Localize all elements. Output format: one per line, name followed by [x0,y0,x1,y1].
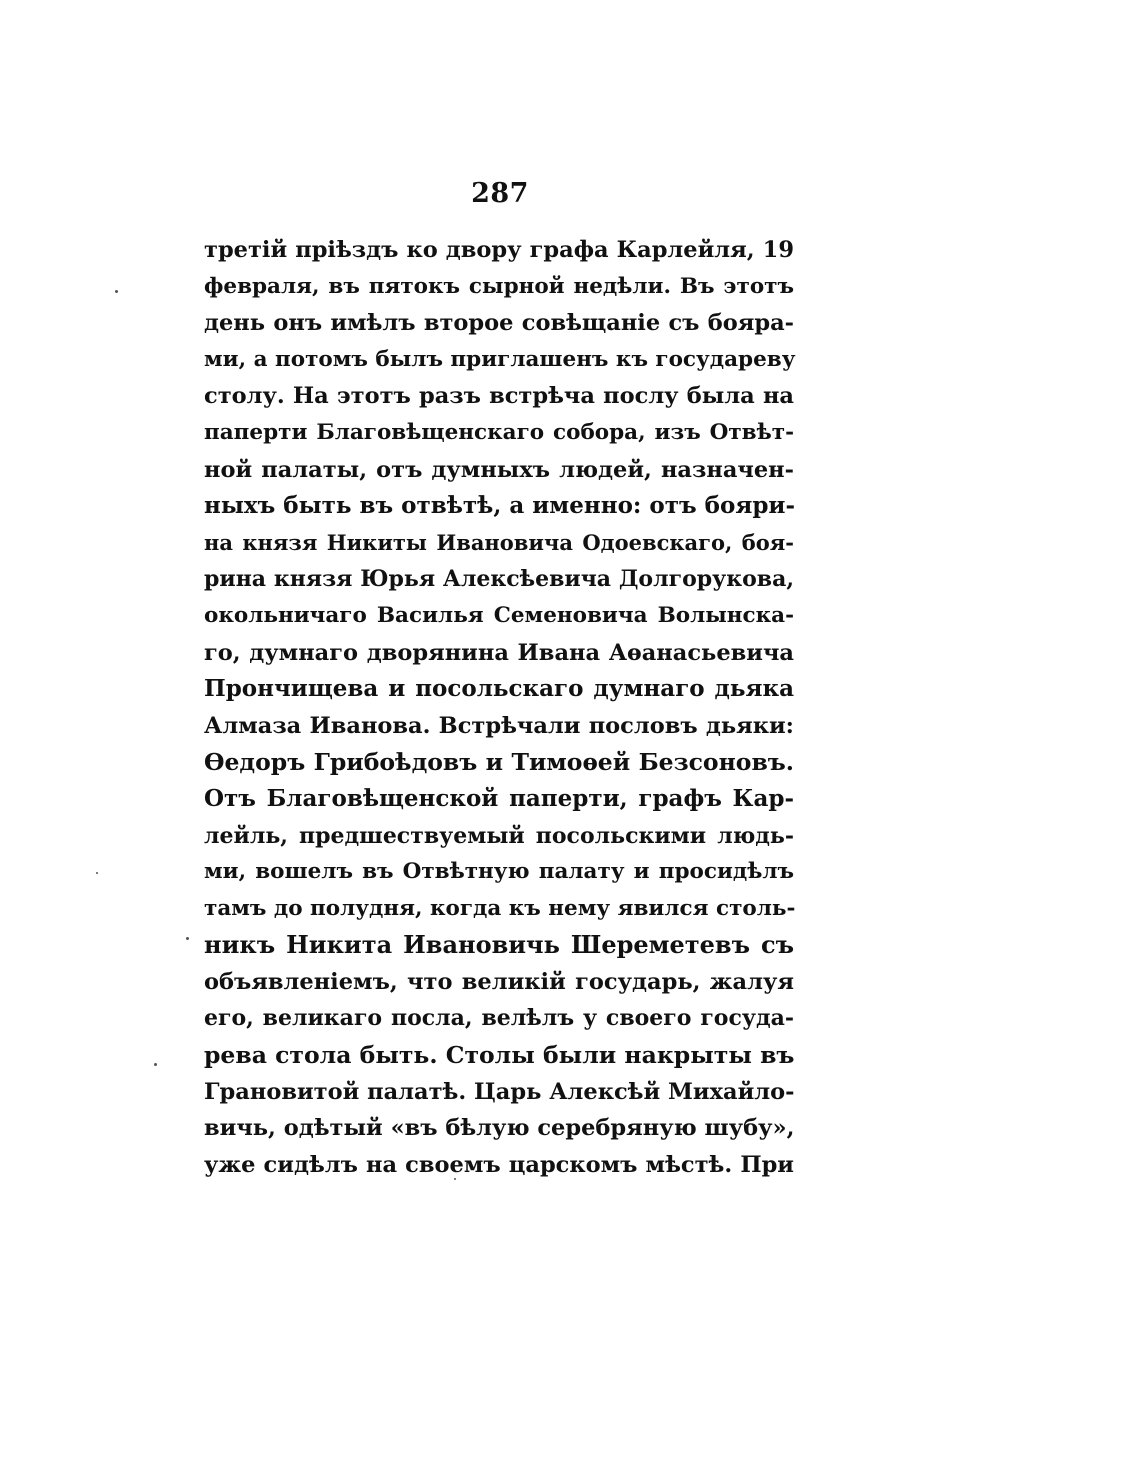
text-line: тамъ до полудня, когда къ нему явился столь- [204,895,796,921]
body-text [204,232,794,1183]
text-line: Прончищева и посольскаго думнаго дьяка [204,675,794,703]
text-line: день онъ имѣлъ второе совѣщаніе съ бояра- [204,310,794,337]
scan-speck [186,937,189,940]
text-line: го, думнаго дворянина Ивана Аѳанасьевича [204,639,794,666]
page-number: 287 [471,178,529,209]
text-line: ми, а потомъ былъ приглашенъ къ государеву [204,346,796,372]
scan-speck [454,1178,456,1180]
text-line: объявленіемъ, что великій государь, жалуя [204,968,794,995]
scan-speck [96,872,98,874]
text-line: на князя Никиты Ивановича Одоевскаго, боя- [204,529,794,555]
text-line: ми, вошелъ въ Отвѣтную палату и просидѣлъ [204,859,794,885]
text-line: Ѳедоръ Грибоѣдовъ и Тимоѳей Безсоновъ. [204,748,794,777]
text-line: столу. На этотъ разъ встрѣча послу была на [204,383,794,410]
text-line: Алмаза Иванова. Встрѣчали пословъ дьяки: [204,712,794,739]
text-line: Грановитой палатѣ. Царь Алексѣй Михайло- [204,1078,795,1105]
text-line: окольничаго Василья Семеновича Волынска- [204,602,794,628]
text-line: рева стола быть. Столы были накрыты въ [204,1041,795,1070]
text-line: третій пріѣздъ ко двору графа Карлейля, 19 [204,237,794,263]
text-line: вичь, одѣтый «въ бѣлую серебряную шубу», [204,1115,795,1142]
scan-speck [115,290,118,293]
text-line: рина князя Юрья Алексѣевича Долгорукова, [204,566,794,593]
text-line: никъ Никита Ивановичь Шереметевъ съ [204,930,794,960]
text-line: февраля, въ пятокъ сырной недѣли. Въ этотъ [204,273,794,299]
text-line: паперти Благовѣщенскаго собора, изъ Отвѣт- [204,419,794,445]
text-line: ной палаты, отъ думныхъ людей, назначен- [204,456,794,483]
text-line: уже сидѣлъ на своемъ царскомъ мѣстѣ. При [204,1151,794,1178]
scan-speck [154,1063,157,1066]
text-line: ныхъ быть въ отвѣтѣ, а именно: отъ бояри- [204,492,796,520]
text-line: его, великаго посла, велѣлъ у своего госуда- [204,1005,794,1032]
text-line: Отъ Благовѣщенской паперти, графъ Кар- [204,784,794,812]
text-line: лейль, предшествуемый посольскими людь- [204,822,794,849]
